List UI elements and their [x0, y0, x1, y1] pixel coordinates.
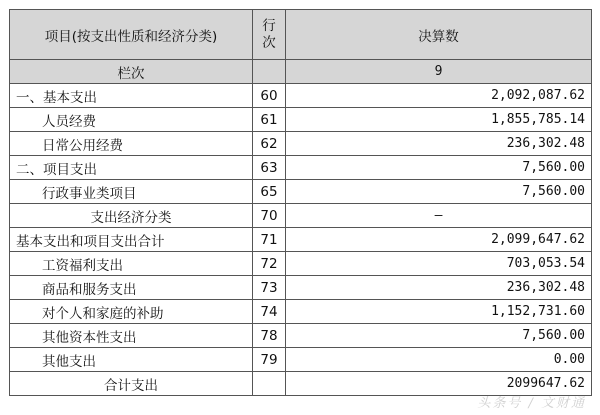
- table-row: [10, 156, 592, 180]
- row-number: 78: [253, 324, 286, 348]
- row-value: 7,560.00: [286, 324, 592, 348]
- row-value: 1,855,785.14: [286, 108, 592, 132]
- row-value: 7,560.00: [286, 180, 592, 204]
- row-number: 60: [253, 84, 286, 108]
- column-number-row-cell: [253, 60, 286, 84]
- column-number-label: 栏次: [10, 60, 253, 84]
- row-item: 一、基本支出: [10, 84, 253, 108]
- row-item: 支出经济分类: [10, 204, 253, 228]
- row-number: 70: [253, 204, 286, 228]
- expenditure-table: [9, 9, 592, 396]
- row-number: 79: [253, 348, 286, 372]
- table-row: [10, 84, 592, 108]
- total-value: 2099647.62: [286, 372, 592, 396]
- row-number: 73: [253, 276, 286, 300]
- table-row: [10, 252, 592, 276]
- table-row: [10, 300, 592, 324]
- watermark: 头条号 / 文财通: [477, 396, 586, 411]
- table-row: [10, 276, 592, 300]
- row-item: 其他资本性支出: [10, 324, 253, 348]
- row-number: 74: [253, 300, 286, 324]
- row-item: 对个人和家庭的补助: [10, 300, 253, 324]
- table-row: [10, 204, 592, 228]
- row-value: 2,099,647.62: [286, 228, 592, 252]
- row-item: 商品和服务支出: [10, 276, 253, 300]
- row-number: 65: [253, 180, 286, 204]
- table-row-total: [10, 372, 592, 396]
- row-value: 1,152,731.60: [286, 300, 592, 324]
- row-item: 人员经费: [10, 108, 253, 132]
- table-row: [10, 108, 592, 132]
- header-item-column: 项目(按支出性质和经济分类): [10, 10, 253, 60]
- row-value: 703,053.54: [286, 252, 592, 276]
- column-number-row: [10, 60, 592, 84]
- header-value-column: 决算数: [286, 10, 592, 60]
- row-item: 基本支出和项目支出合计: [10, 228, 253, 252]
- row-value: —: [286, 204, 592, 228]
- row-value: 236,302.48: [286, 132, 592, 156]
- row-number: 72: [253, 252, 286, 276]
- total-row-number: [253, 372, 286, 396]
- row-number: 63: [253, 156, 286, 180]
- row-item: 行政事业类项目: [10, 180, 253, 204]
- table-row: [10, 324, 592, 348]
- row-value: 2,092,087.62: [286, 84, 592, 108]
- table-row: [10, 228, 592, 252]
- header-row-number-line2: 次: [262, 34, 276, 51]
- row-number: 62: [253, 132, 286, 156]
- row-item: 工资福利支出: [10, 252, 253, 276]
- row-number: 61: [253, 108, 286, 132]
- row-item: 日常公用经费: [10, 132, 253, 156]
- table-row: [10, 348, 592, 372]
- table-header-row: [10, 10, 592, 60]
- row-value: 7,560.00: [286, 156, 592, 180]
- table-row: [10, 180, 592, 204]
- row-item: 二、项目支出: [10, 156, 253, 180]
- total-item: 合计支出: [10, 372, 253, 396]
- column-number-value: 9: [286, 60, 592, 84]
- row-number: 71: [253, 228, 286, 252]
- table-row: [10, 132, 592, 156]
- header-row-number-column: [253, 10, 286, 60]
- row-value: 0.00: [286, 348, 592, 372]
- row-value: 236,302.48: [286, 276, 592, 300]
- header-row-number-line1: 行: [262, 17, 276, 34]
- row-item: 其他支出: [10, 348, 253, 372]
